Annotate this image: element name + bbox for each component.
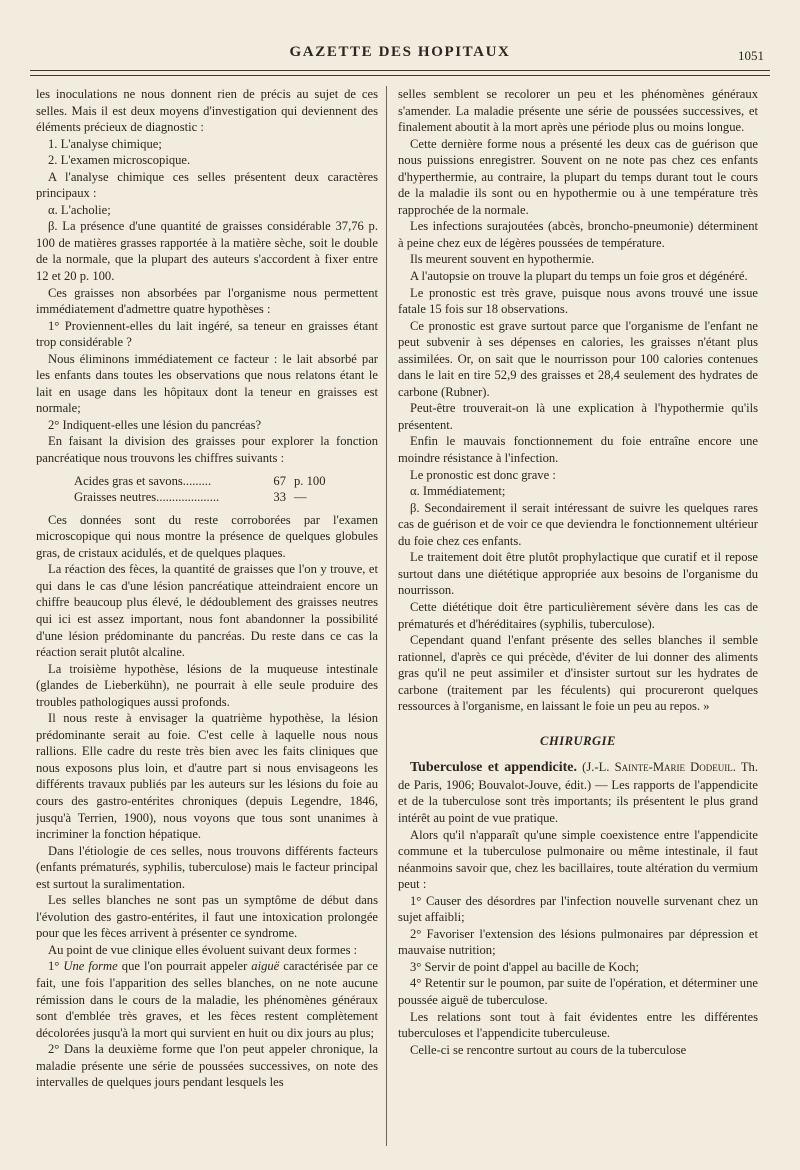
paragraph: Celle-ci se rencontre surtout au cours de la tuberculose [410, 1042, 687, 1057]
table-cell-value: 33 [273, 490, 286, 505]
paragraph: Ces graisses non absorbées par l'organisme nous permettent immédiatement d'admettre quatre hypothèses : [36, 285, 378, 317]
paragraph: Les relations sont tout à fait évidentes entre les différentes tuberculoses et l'appendicite tuberculeuse. [398, 1009, 758, 1041]
paragraph: Les selles blanches ne sont pas un symptôme de début dans l'évolution des gastro-entérites, il faut une intoxication prolongée pour que les fèces arrivent à présenter ce syndrome. [36, 893, 378, 941]
list-item: 2. L'examen microscopique. [48, 153, 191, 168]
list-item: β. Secondairement il serait intéressant de suivre les quelques rares cas de guérison et de voir ce que deviendra le fonctionnement ultérieur du foie chez ces enfants. [398, 500, 758, 548]
text-run: caractérisée par ce fait, une fois l'apparition des selles blanches, on ne note aucune rémission dans le cours de la maladie, les phénomènes généraux sont d'emblée très graves, et les fèces restent complètement décolorées jusqu'à la mort qui survient en huit ou dix jours au plus; [36, 959, 378, 1040]
paragraph: 1° Proviennent-elles du lait ingéré, sa teneur en graisses étant trop considérable ? [36, 318, 378, 350]
paragraph: Ils meurent souvent en hypothermie. [410, 252, 595, 267]
paragraph: Ces données sont du reste corroborées par l'examen microscopique qui nous montre la présence de quelques globules gras, de cristaux acidulés, et de quelques plaques. [36, 512, 378, 560]
right-column [398, 86, 758, 1156]
paragraph: Le pronostic est très grave, puisque nous avons trouvé une issue fatale 15 fois sur 18 observations. [398, 285, 758, 317]
fat-table [74, 473, 378, 506]
list-item: 1° Causer des désordres par l'infection nouvelle survenant chez un sujet affaibli; [398, 893, 758, 925]
list-item: 3° Servir de point d'appel au bacille de Koch; [410, 959, 640, 974]
section-title: CHIRURGIE [540, 733, 616, 748]
paragraph: Nous éliminons immédiatement ce facteur : le lait absorbé par les enfants dans toutes les observations que nous relatons étant le lait en usage dans les hôpitaux dont la teneur en graisses est normale; [36, 351, 378, 416]
page-number: 1051 [738, 48, 764, 63]
paragraph: 2° Dans la deuxième forme que l'on peut appeler chronique, la maladie présente une série de poussées successives, on note des intervalles de quelques jours pendant lesquels les [36, 1042, 378, 1090]
paragraph: A l'autopsie on trouve la plupart du temps un foie gros et dégénéré. [410, 269, 748, 284]
list-item: 1. L'analyse chimique; [48, 136, 162, 151]
article-header-paragraph [398, 759, 758, 826]
paragraph [36, 958, 378, 1041]
paragraph: Peut-être trouverait-on là une explication à l'hypothermie qu'ils présentent. [398, 401, 758, 432]
header-rule [30, 70, 770, 71]
list-item: α. L'acholie; [48, 202, 111, 217]
article-title: Tuberculose et appendicite. [410, 760, 577, 776]
text-run: que l'on pourrait appeler [117, 959, 252, 974]
column-divider [386, 86, 387, 1146]
paragraph: Alors qu'il n'apparaît qu'une simple coexistence entre l'appendicite commune et la tuberculose pulmonaire ou même intestinale, il faut néanmoins savoir que, chez les bacillaires, toute altération du vermium peut : [398, 827, 758, 892]
text-run: (J.-L. [577, 760, 615, 775]
paragraph: Au point de vue clinique elles évoluent suivant deux formes : [48, 942, 358, 957]
paragraph: les inoculations ne nous donnent rien de précis au sujet de ces selles. Mais il est deux moyens d'investigation qui deviennent des éléments précieux de diagnostic : [36, 87, 378, 135]
article-author: Sainte-Marie Dodeuil [614, 760, 733, 775]
table-row [74, 473, 344, 490]
list-item: α. Immédiatement; [410, 484, 506, 499]
paragraph: Enfin le mauvais fonctionnement du foie entraîne encore une moindre résistance à l'infection. [398, 434, 758, 466]
left-column [36, 86, 378, 1156]
page-header [30, 44, 770, 66]
paragraph: Cette diététique doit être particulièrement sévère dans les cas de prématurés et d'héréditaires (syphilis, tuberculose). [398, 599, 758, 631]
paragraph: Il nous reste à envisager la quatrième hypothèse, la lésion prédominante serait au foie. C'est celle à laquelle nous nous rallions. Elle cadre du reste très bien avec les faits cliniques que nous exposons plus loin, et d'autre part si nous envisageons les différents travaux publiés par les auteurs sur les lésions du foie au cours des gastro-entérites chroniques (depuis Legendre, 1846, jusqu'à Terrien, 1900), nous voyons que tous sont unanimes à incriminer la fonction hépatique. [36, 711, 378, 842]
paragraph: La troisième hypothèse, lésions de la muqueuse intestinale (glandes de Lieberkühn), ne pourrait à elle seule produire des troubles pathologiques aussi profonds. [36, 661, 378, 709]
list-item: β. La présence d'une quantité de graisses considérable 37,76 p. 100 de matières grasses rapportée à la matière sèche, soit le double de la normale, que la plupart des auteurs s'accordent à fixer entre 12 et 20 p. 100. [36, 219, 378, 284]
paragraph: Les infections surajoutées (abcès, broncho-pneumonie) déterminent à peine chez eux de légères poussées de température. [398, 219, 758, 250]
paragraph: Cependant quand l'enfant présente des selles blanches il semble rationnel, d'après ce qui précède, d'éviter de lui donner des aliments gras qu'il ne peut assimiler et d'insister surtout sur les hydrates de carbone (traitement par les féculents) qui procureront quelques ressources à l'organisme, en laissant le foie un peu au repos. » [398, 633, 758, 714]
paragraph: La réaction des fèces, la quantité de graisses que l'on y trouve, et qui dans le cas d'une lésion pancréatique atteindraient encore un chiffre beaucoup plus élevé, le dédoublement des graisses neutres qui ici est assez important, nous font abandonner la possibilité d'une lésion prédominante du pancréas. Du reste dans ce cas la réaction serait plutôt alcaline. [36, 562, 378, 660]
table-row [74, 489, 344, 506]
text-run: 1° [48, 959, 64, 974]
table-cell-label: Graisses neutres.................... [74, 490, 220, 505]
paragraph: Le traitement doit être plutôt prophylactique que curatif et il repose surtout dans une diététique appropriée aux besoins de l'organisme du nourrisson. [398, 550, 758, 598]
paragraph: Dans l'étiologie de ces selles, nous trouvons différents facteurs (enfants prématurés, syphilis, tuberculose) mais le facteur principal est surtout la suralimentation. [36, 843, 378, 891]
paragraph: 2° Indiquent-elles une lésion du pancréas? [48, 417, 262, 432]
emphasis-text: Une forme [63, 959, 118, 974]
emphasis-text: aiguë [251, 959, 280, 974]
table-cell-unit: p. 100 [294, 473, 326, 488]
table-cell-label: Acides gras et savons......... [74, 473, 212, 488]
paragraph: Le pronostic est donc grave : [410, 467, 556, 482]
text-run: . Th. de Paris, 1906; Bouvalot-Jouve, édit.) — Les rapports de l'appendicite et de la tuberculose sont très importants; ils présentent le plus grand intérêt au point de vue pratique. [398, 760, 758, 825]
table-cell-value: 67 [273, 473, 286, 488]
paragraph: Ce pronostic est grave surtout parce que l'organisme de l'enfant ne peut subvenir à ses dépenses en calories, les graisses n'étant plus assimilées. Or, on sait que le nourrisson pour 100 calories contenues dans le lait en tire 52,9 des graisses et 28,4 seulement des hydrates de carbone (Rubner). [398, 318, 758, 399]
journal-title: GAZETTE DES HOPITAUX [289, 44, 511, 60]
table-cell-unit: — [294, 490, 307, 505]
paragraph: A l'analyse chimique ces selles présentent deux caractères principaux : [36, 169, 378, 201]
list-item: 4° Retentir sur le poumon, par suite de l'opération, et déterminer une poussée aiguë de tuberculose. [398, 976, 758, 1007]
paragraph: En faisant la division des graisses pour explorer la fonction pancréatique nous trouvons les chiffres suivants : [36, 434, 378, 466]
paragraph: selles semblent se recolorer un peu et les phénomènes généraux s'amender. La maladie présente une série de poussées successives, et finalement aboutit à la mort après une période plus ou moins longue. [398, 87, 758, 135]
paragraph: Cette dernière forme nous a présenté les deux cas de guérison que nous puissions enregistrer. Souvent on ne note pas chez ces enfants d'hyperthermie, au contraire, la plupart du temps durant tout le cours de la maladie ils sont ou en hypothermie ou à une température très rapprochée de la normale. [398, 136, 758, 217]
header-rule-thin [30, 75, 770, 76]
list-item: 2° Favoriser l'extension des lésions pulmonaires par dépression et mauvaise nutrition; [398, 926, 758, 958]
